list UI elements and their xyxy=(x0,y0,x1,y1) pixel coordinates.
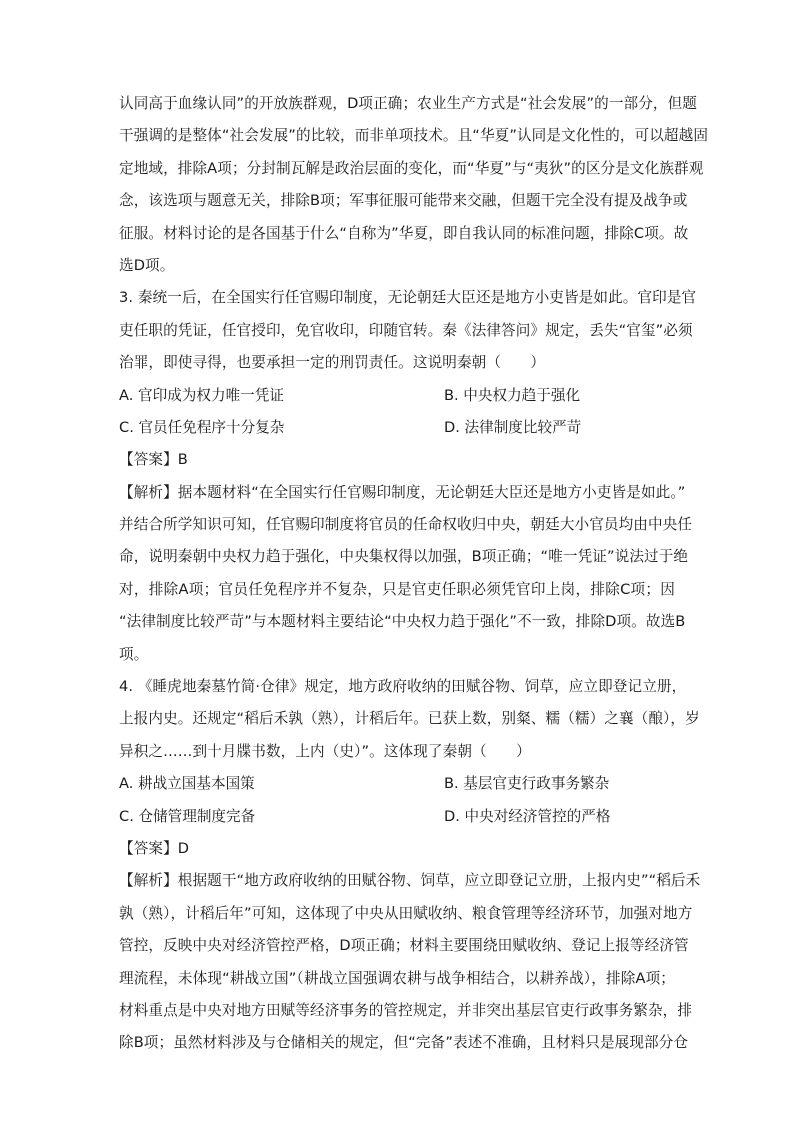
option-d: D. 中央对经济管控的严格 xyxy=(444,807,611,825)
analysis-line: 除B项；虽然材料涉及与仓储相关的规定，但“完备”表述不准确，且材料只是展现部分仓 xyxy=(119,1034,689,1052)
analysis-line: 管控，反映中央对经济管控严格，D项正确；材料主要围绕田赋收纳、登记上报等经济管 xyxy=(119,937,689,955)
analysis-line: 【解析】据本题材料“在全国实行任官赐印制度，无论朝廷大臣还是地方小吏皆是如此。” xyxy=(119,483,686,501)
answer-label: 【答案】D xyxy=(119,839,190,857)
analysis-line: 【解析】根据题干“地方政府收纳的田赋谷物、饲草，应立即登记立册，上报内史”“稻后禾 xyxy=(119,872,701,890)
answer-label: 【答案】B xyxy=(119,451,188,469)
previous-analysis-continuation xyxy=(119,88,709,282)
analysis xyxy=(119,865,701,1059)
analysis-line: 命，说明秦朝中央权力趋于强化，中央集权得以加强，B项正确；“唯一凭证”说法过于绝 xyxy=(119,548,689,566)
analysis-line: 理流程，未体现“耕战立国”（耕战立国强调农耕与战争相结合，以耕养战），排除A项； xyxy=(119,969,675,987)
text-line: 认同高于血缘认同”的开放族群观，D项正确；农业生产方式是“社会发展”的一部分，但题 xyxy=(119,95,697,112)
option-c: C. 仓储管理制度完备 xyxy=(119,807,256,825)
question-stem-line: 上报内史。还规定“稻后禾孰（熟），计稻后年。已获上数，别粲、糯（糯）之襄（酿），岁 xyxy=(119,710,700,728)
options-row xyxy=(119,801,675,833)
analysis-line: “法律制度比较严苛”与本题材料主要结论“中央权力趋于强化”不一致，排除D项。故选B xyxy=(119,613,686,631)
analysis-line: 并结合所学知识可知，任官赐印制度将官员的任命权收归中央，朝廷大小官员均由中央任 xyxy=(119,516,693,534)
text-line: 选D项。 xyxy=(119,256,175,274)
question-stem-line: 4. 《睡虎地秦墓竹简·仓律》规定，地方政府收纳的田赋谷物、饲草，应立即登记立册， xyxy=(119,678,687,696)
analysis-line: 对，排除A项；官员任免程序并不复杂，只是官吏任职必须凭官印上岗，排除C项；因 xyxy=(119,580,675,598)
question-stem-line: 异积之……到十月牒书数，上内（史）”。这体现了秦朝（ ） xyxy=(119,742,531,760)
option-b: B. 中央权力趋于强化 xyxy=(444,386,581,404)
analysis xyxy=(119,477,693,671)
text-line: 干强调的是整体“社会发展”的比较，而非单项技术。且“华夏”认同是文化性的，可以超越固 xyxy=(119,127,709,145)
options-row xyxy=(119,768,675,800)
question-stem-line: 治罪，即使寻得，也要承担一定的刑罚责任。这说明秦朝（ ） xyxy=(119,354,546,372)
analysis-line: 材料重点是中央对地方田赋等经济事务的管控规定，并非突出基层官吏行政事务繁杂，排 xyxy=(119,1001,693,1019)
option-d: D. 法律制度比较严苛 xyxy=(444,418,582,436)
option-a: A. 官印成为权力唯一凭证 xyxy=(119,386,284,404)
analysis-line: 项。 xyxy=(119,645,149,663)
option-b: B. 基层官吏行政事务繁杂 xyxy=(444,775,610,793)
question-stem-line: 3. 秦统一后，在全国实行任官赐印制度，无论朝廷大臣还是地方小吏皆是如此。官印是官 xyxy=(119,289,697,307)
text-line: 念，该选项与题意无关，排除B项；军事征服可能带来交融，但题干完全没有提及战争或 xyxy=(119,192,688,210)
question-stem-line: 吏任职的凭证，任官授印，免官收印，印随官转。秦《法律答问》规定，丢失“官玺”必须 xyxy=(119,321,693,339)
options-row xyxy=(119,380,675,412)
question-3 xyxy=(119,282,697,671)
option-c: C. 官员任免程序十分复杂 xyxy=(119,418,285,436)
document-page xyxy=(119,88,709,1060)
text-line: 征服。材料讨论的是各国基于什么“自称为”华夏，即自我认同的标准问题，排除C项。故 xyxy=(119,224,689,242)
question-4 xyxy=(119,671,701,1060)
option-a: A. 耕战立国基本国策 xyxy=(119,775,255,793)
text-line: 定地域，排除A项；分封制瓦解是政治层面的变化，而“华夏”与“夷狄”的区分是文化族群观 xyxy=(119,159,704,177)
analysis-line: 孰（熟），计稻后年”可知，这体现了中央从田赋收纳、粮食管理等经济环节，加强对地方 xyxy=(119,904,693,922)
options-row xyxy=(119,412,675,444)
